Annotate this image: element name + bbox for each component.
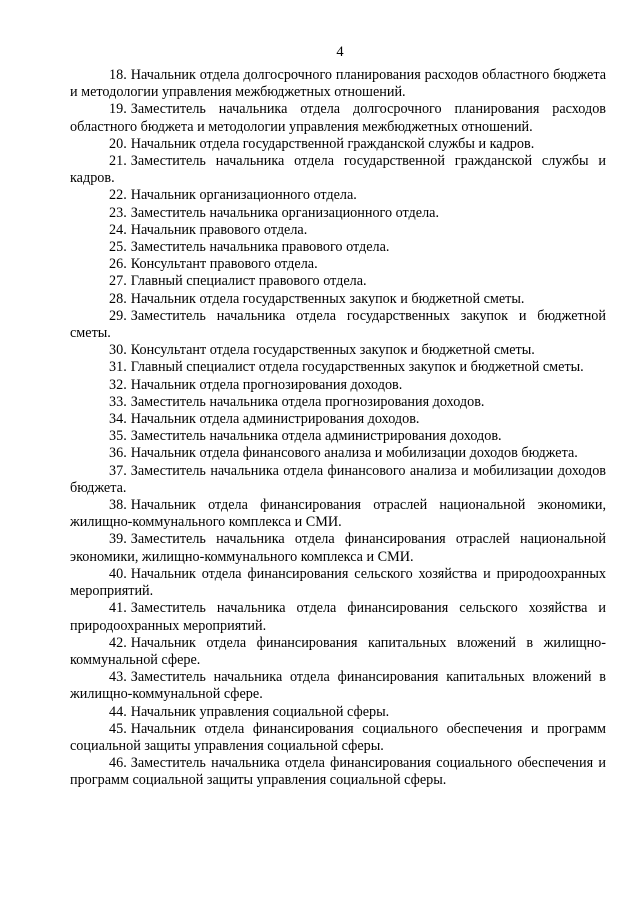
list-item-text: Заместитель начальника отдела финансирования капитальных вложений в жилищно-коммунальной сфере.	[70, 669, 606, 703]
list-item-text: Начальник отдела финансирования социального обеспечения и программ социальной защиты управления социальной сферы.	[70, 720, 606, 754]
list-item-text: Консультант отдела государственных закупок и бюджетной сметы.	[130, 342, 535, 359]
list-item	[70, 463, 606, 497]
list-item-text: Начальник отдела администрирования доходов.	[130, 411, 420, 428]
list-item-text: Главный специалист правового отдела.	[130, 273, 367, 290]
list-item-text: Начальник отдела финансирования капитальных вложений в жилищно-коммунальной сфере.	[70, 634, 606, 668]
list-item	[70, 273, 606, 290]
list-item	[70, 187, 606, 204]
list-item-text: Консультант правового отдела.	[130, 256, 318, 273]
list-item	[70, 256, 606, 273]
list-item-number: 33.	[109, 393, 127, 410]
list-item	[70, 669, 606, 703]
list-item-number: 42.	[109, 634, 127, 651]
list-item-number: 26.	[109, 256, 127, 273]
list-item-text: Заместитель начальника отдела финансирования сельского хозяйства и природоохранных мероприятий.	[70, 600, 606, 634]
list-item-number: 34.	[109, 411, 127, 428]
list-item-number: 41.	[109, 600, 127, 617]
list-item-number: 29.	[109, 307, 127, 324]
page-number: 4	[336, 44, 344, 60]
list-item-number: 46.	[109, 755, 127, 772]
list-item-text: Начальник отдела финансового анализа и мобилизации доходов бюджета.	[130, 445, 578, 462]
list-item-number: 30.	[109, 342, 127, 359]
list-item-text: Начальник отдела финансирования отраслей национальной экономики, жилищно-коммунального комплекса и СМИ.	[70, 497, 606, 531]
list-item-text: Заместитель начальника отдела долгосрочного планирования расходов областного бюджета и методологии управления межбюджетных отношений.	[70, 101, 606, 135]
list-item-text: Начальник отдела государственной гражданской службы и кадров.	[130, 135, 535, 152]
list-item	[70, 222, 606, 239]
list-item-text: Начальник отдела финансирования сельского хозяйства и природоохранных мероприятий.	[70, 565, 606, 600]
list-item	[70, 101, 606, 135]
list-item-number: 40.	[109, 565, 127, 582]
list-item-text: Заместитель начальника отдела финансирования отраслей национальной экономики, жилищно-коммунального комплекса и СМИ.	[70, 531, 606, 565]
list-item-number: 44.	[109, 703, 127, 720]
list-item	[70, 377, 606, 394]
list-item	[70, 205, 606, 222]
list-item-text: Главный специалист отдела государственных закупок и бюджетной сметы.	[130, 359, 584, 376]
list-item-text: Заместитель начальника отдела государственной гражданской службы и кадров.	[70, 153, 606, 187]
list-item-number: 37.	[109, 462, 127, 479]
list-item	[70, 308, 606, 342]
list-item	[70, 239, 606, 256]
list-item-number: 45.	[109, 720, 127, 737]
list-item-number: 22.	[109, 187, 127, 204]
list-item-text: Заместитель начальника отдела государственных закупок и бюджетной сметы.	[70, 307, 606, 342]
list-item	[70, 428, 606, 445]
list-item-number: 24.	[109, 221, 127, 238]
list-item-number: 23.	[109, 204, 127, 221]
list-item	[70, 600, 606, 634]
list-item	[70, 394, 606, 411]
list-item-text: Заместитель начальника организационного отдела.	[130, 204, 439, 221]
list-item-number: 36.	[109, 445, 127, 462]
list-item	[70, 755, 606, 789]
position-list	[70, 67, 606, 790]
list-item-number: 21.	[109, 153, 127, 170]
list-item-text: Заместитель начальника отдела прогнозирования доходов.	[130, 393, 485, 410]
list-item-number: 27.	[109, 273, 127, 290]
list-item-text: Заместитель начальника отдела финансового анализа и мобилизации доходов бюджета.	[70, 462, 606, 496]
list-item	[70, 566, 606, 600]
list-item-text: Начальник отдела прогнозирования доходов.	[130, 376, 403, 393]
list-item-text: Заместитель начальника правового отдела.	[130, 239, 390, 256]
list-item-text: Начальник правового отдела.	[130, 221, 308, 238]
list-item	[70, 291, 606, 308]
list-item-text: Заместитель начальника отдела финансирования социального обеспечения и программ социальной защиты управления социальной сферы.	[70, 755, 606, 789]
list-item	[70, 342, 606, 359]
list-item	[70, 67, 606, 101]
list-item	[70, 153, 606, 187]
list-item-text: Начальник отдела государственных закупок и бюджетной сметы.	[130, 290, 525, 307]
list-item-number: 32.	[109, 376, 127, 393]
list-item-number: 20.	[109, 135, 127, 152]
list-item-number: 19.	[109, 101, 127, 118]
list-item-number: 39.	[109, 531, 127, 548]
list-item	[70, 497, 606, 531]
list-item-number: 43.	[109, 669, 127, 686]
list-item	[70, 531, 606, 565]
list-item	[70, 445, 606, 462]
list-item-number: 38.	[109, 497, 127, 514]
list-item	[70, 359, 606, 376]
list-item-text: Заместитель начальника отдела администрирования доходов.	[130, 428, 502, 445]
list-item-number: 35.	[109, 428, 127, 445]
list-item-number: 25.	[109, 239, 127, 256]
list-item-text: Начальник отдела долгосрочного планирования расходов областного бюджета и методологии управления межбюджетных отношений.	[70, 67, 606, 101]
list-item	[70, 721, 606, 755]
list-item	[70, 704, 606, 721]
list-item	[70, 635, 606, 669]
list-item	[70, 411, 606, 428]
list-item-number: 31.	[109, 359, 127, 376]
list-item-number: 28.	[109, 290, 127, 307]
list-item	[70, 136, 606, 153]
list-item-number: 18.	[109, 67, 127, 83]
list-item-text: Начальник управления социальной сферы.	[130, 703, 390, 720]
list-item-text: Начальник организационного отдела.	[130, 187, 357, 204]
